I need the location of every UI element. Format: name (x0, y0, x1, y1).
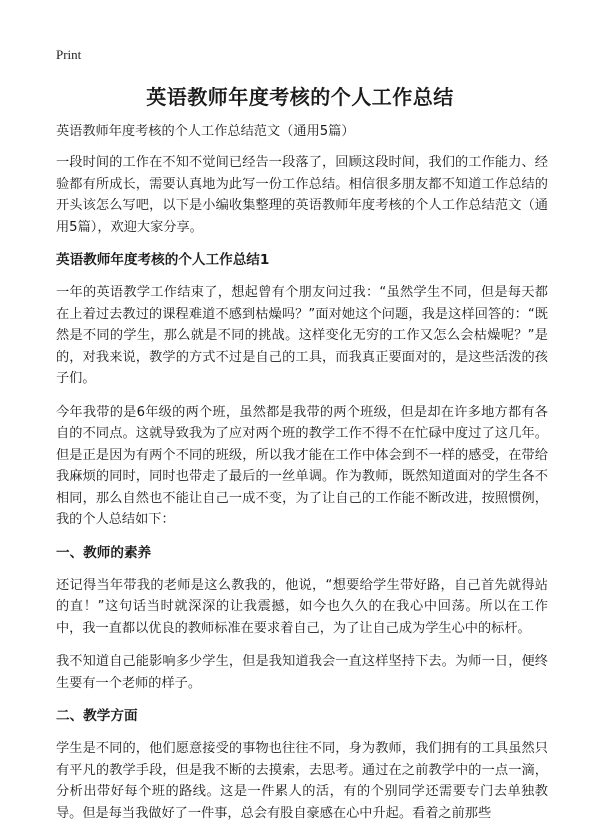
paragraph-3: 还记得当年带我的老师是这么教我的，他说，“想要给学生带好路，自己首先就得站的直！”这句话当时就深深的让我震撼，如今也久久的在我心中回荡。所以在工作中，我一直都以优良的教师标准在要求着自己，为了让自己成为学生心中的标杆。 (56, 577, 548, 636)
intro-paragraph: 一段时间的工作在不知不觉间已经告一段落了，回顾这段时间，我们的工作能力、经验都有所成长，需要认真地为此写一份工作总结。相信很多朋友都不知道工作总结的开头该怎么写吧，以下是小编收集整理的英语教师年度考核的个人工作总结范文（通用5篇），欢迎大家分享。 (56, 155, 548, 235)
document-body (56, 122, 548, 836)
paragraph-2: 今年我带的是6年级的两个班，虽然都是我带的两个班级，但是却在许多地方都有各自的不同点。这就导致我为了应对两个班的教学工作不得不在忙碌中度过了这几年。但是正是因为有两个不同的班级，所以我才能在工作中体会到不一样的感受，在带给我麻烦的同时，同时也带走了最后的一丝单调。作为教师，既然知道面对的学生各不相同，那么自然也不能让自己一成不变，为了让自己的工作能不断改进，按照惯例，我的个人总结如下： (56, 404, 548, 527)
article-heading: 英语教师年度考核的个人工作总结1 (56, 252, 270, 268)
paragraph-5: 学生是不同的，他们愿意接受的事物也往往不同，身为教师，我们拥有的工具虽然只有平凡的教学手段，但是我不断的去摸索，去思考。通过在之前教学中的一点一滴，分析出带好每个班的路线。这是一件累人的活，有的个别同学还需要专门去单独教导。但是每当我做好了一件事，总会有股自豪感在心中升起。看着之前那些 (56, 741, 548, 821)
page-title: 英语教师年度考核的个人工作总结 (146, 85, 454, 109)
paragraph-1: 一年的英语教学工作结束了，想起曾有个朋友问过我：“虽然学生不同，但是每天都在上着过去教过的课程难道不感到枯燥吗？”面对她这个问题，我是这样回答的：“既然是不同的学生，那么就是不同的挑战。这样变化无穷的工作又怎么会枯燥呢？”是的，对我来说，教学的方式不过是自己的工具，而我真正要面对的，是这些活泼的孩子们。 (56, 285, 548, 386)
document-subtitle: 英语教师年度考核的个人工作总结范文（通用5篇） (56, 124, 355, 139)
section-heading-teacher-quality: 一、教师的素养 (56, 544, 152, 561)
section-heading-teaching: 二、教学方面 (56, 708, 138, 724)
print-link[interactable]: Print (56, 47, 82, 62)
paragraph-4: 我不知道自己能影响多少学生，但是我知道我会一直这样坚持下去。为师一日，便终生要有一个老师的样子。 (56, 654, 548, 691)
